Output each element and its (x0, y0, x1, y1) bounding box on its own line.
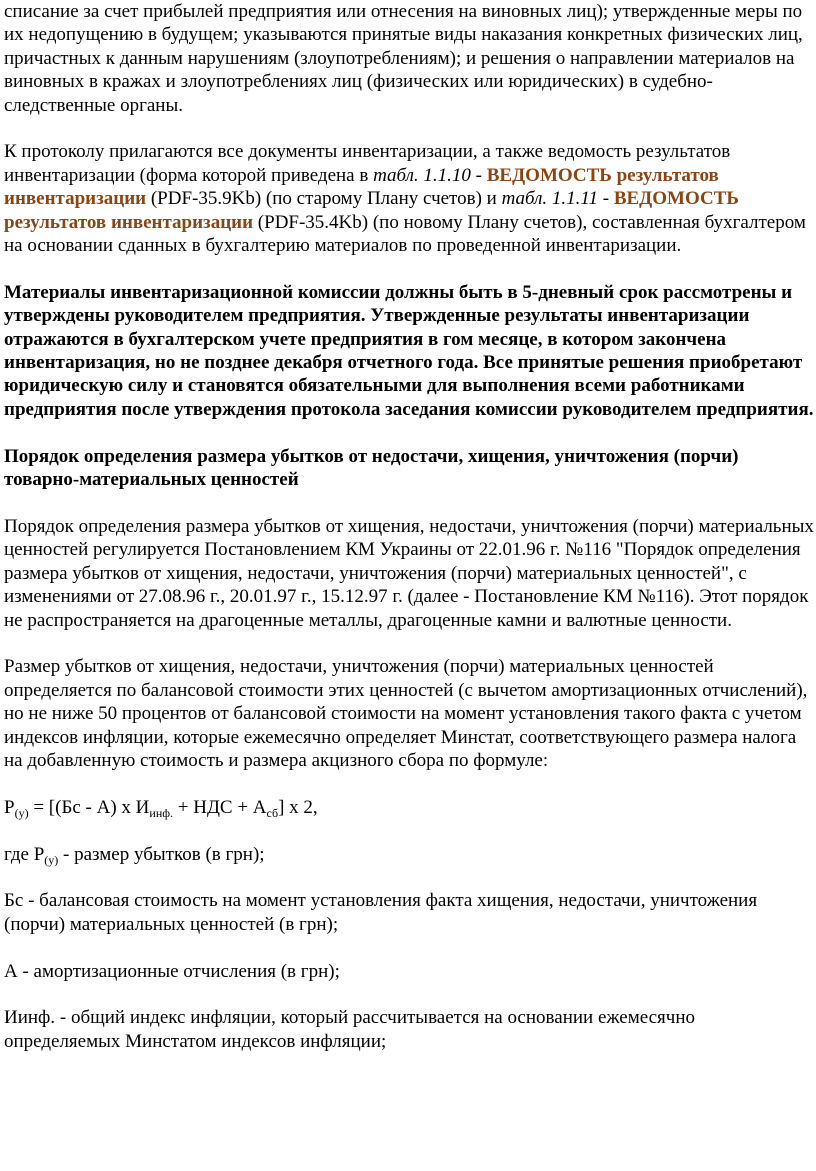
file-size-1: (PDF-35.9Kb) (по старому Плану счетов) и (146, 188, 502, 210)
paragraph-loss-size: Размер убытков от хищения, недостачи, уничтожения (порчи) материальных ценностей определяется по балансовой стоимости этих ценностей (с вычетом амортизационных отчислений), но не ниже 50 процентов от балансовой стоимости на момент установления такого факта с учетом индексов инфляции, которые ежемесячно определяет Минстат, соответствующего размера налога на добавленную стоимость и размера акцизного сбора по формуле: (4, 656, 808, 771)
definition-text: где Р (4, 843, 45, 865)
definition-text: - размер убытков (в грн); (58, 843, 265, 865)
dash: - (598, 188, 614, 210)
definition-loss (4, 843, 814, 866)
definition-balance-value: Бс - балансовая стоимость на момент установления факта хищения, недостачи, уничтожения (порчи) материальных ценностей (в грн); (4, 890, 758, 935)
paragraph-loss-procedure: Порядок определения размера убытков от хищения, недостачи, уничтожения (порчи) материальных ценностей регулируется Постановлением КМ Украины от 22.01.96 г. №116 "Порядок определения размера убытков от хищения, недостачи, уничтожения (порчи) материальных ценностей", с изменениями от 27.08.96 г., 20.01.97 г., 15.12.97 г. (далее - Постановление КМ №116). Этот порядок не распространяется на драгоценные металлы, драгоценные камни и валютные ценности. (4, 515, 814, 631)
formula-part: = [(Бс - А) х И (28, 796, 150, 818)
formula-subscript: сб (266, 805, 279, 820)
formula-symbol: Р (4, 796, 15, 818)
table-ref-1: табл. 1.1.10 (373, 164, 471, 186)
section-heading-text: Порядок определения размера убытков от недостачи, хищения, уничтожения (порчи) товарно-материальных ценностей (4, 445, 739, 491)
commission-materials-text: Материалы инвентаризационной комиссии должны быть в 5-дневный срок рассмотрены и утверждены руководителем предприятия. Утвержденные результаты инвентаризации отражаются в бухгалтерском учете предприятия в гом месяце, в котором закончена инвентаризация, но не позднее декабря отчетного года. Все принятые решения приобретают юридическую силу и становятся обязательными для выполнения всеми работниками предприятия после утверждения протокола заседания комиссии руководителем предприятия. (4, 281, 814, 420)
statement-link-new-plan[interactable]: ВЕДОМОСТЬ результатов инвентаризации (4, 188, 739, 233)
paragraph-protocol-attachments (4, 140, 814, 257)
formula-part: + НДС + А (173, 796, 267, 818)
file-size-2: (PDF-35.4Kb) (по новому Плану счетов), составленная бухгалтером на основании сданных в бухгалтерию материалов по проведенной инвентаризации. (4, 211, 806, 257)
formula-subscript: инф. (149, 805, 174, 820)
table-ref-2: табл. 1.1.11 (501, 188, 598, 210)
definition-amortization: А - амортизационные отчисления (в грн); (4, 960, 340, 982)
formula-subscript: (у) (14, 805, 29, 820)
statement-link-old-plan[interactable]: ВЕДОМОСТЬ результатов инвентаризации (4, 164, 719, 210)
paragraph-write-off: списание за счет прибылей предприятия или отнесения на виновных лиц); утвержденные меры по их недопущению в будущем; указываются принятые виды наказания конкретных физических лиц, причастных к данным нарушениям (злоупотреблениям); и решения о направлении материалов на виновных в кражах и злоупотреблениях лиц (физических или юридических) в судебно-следственные органы. (4, 1, 803, 116)
formula-subscript: (у) (44, 852, 59, 867)
protocol-text: К протоколу прилагаются все документы инвентаризации, а также ведомость результатов инвентаризации (форма которой приведена в (4, 141, 731, 186)
section-heading (4, 445, 814, 492)
definition-inflation-index: Иинф. - общий индекс инфляции, который рассчитывается на основании ежемесячно определяемых Минстатом индексов инфляции; (4, 1007, 696, 1052)
dash: - (470, 164, 487, 186)
paragraph-commission-materials (4, 281, 814, 421)
loss-formula (4, 796, 814, 819)
formula-part: ] х 2, (278, 796, 318, 818)
